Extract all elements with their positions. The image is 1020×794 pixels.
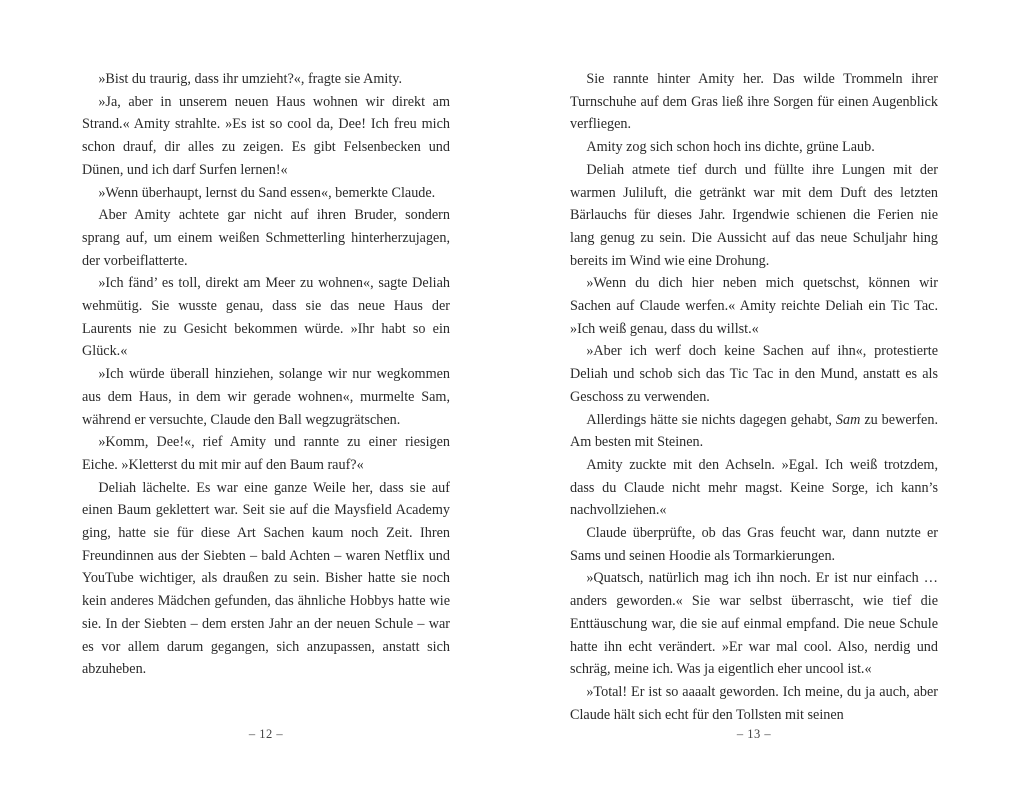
paragraph: Aber Amity achtete gar nicht auf ihren Bruder, sondern sprang auf, um einem weißen Schmetterling hinterherzujagen, der vorbeiflatterte.	[82, 207, 450, 269]
paragraph: »Total! Er ist so aaaalt geworden. Ich meine, du ja auch, aber Claude hält sich echt für den Tollsten mit seinen	[570, 683, 938, 723]
emphasized-text: Sam	[835, 411, 861, 428]
paragraph: »Ja, aber in unserem neuen Haus wohnen wir direkt am Strand.« Amity strahlte. »Es ist so cool da, Dee! Ich freu mich schon drauf, dir alles zu zeigen. Es gibt Felsenbecken und Dünen, und ich darf Surfen lernen!«	[82, 93, 450, 178]
paragraph: Sie rannte hinter Amity her. Das wilde Trommeln ihrer Turnschuhe auf dem Gras ließ ihre Sorgen für einen Augenblick verfliegen.	[570, 71, 938, 133]
paragraph-text: zu bewerfen. Am besten mit Steinen.	[570, 411, 938, 451]
paragraph: »Ich fänd’ es toll, direkt am Meer zu wohnen«, sagte Deliah wehmütig. Sie wusste genau, dass sie das neue Haus der Laurents nie zu Gesicht bekommen würde. »Ihr habt so ein Glück.«	[82, 275, 450, 360]
paragraph: Deliah lächelte. Es war eine ganze Weile her, dass sie auf einen Baum geklettert war. Seit sie auf die Maysfield Academy ging, hatte sie für diese Art Sachen kaum noch Zeit. Ihren Freundinnen aus der Siebten – bald Achten – waren Netflix und YouTube wichtiger, als draußen zu sein. Bisher hatte sie noch kein anderes Mädchen gefunden, das ähnliche Hobbys hatte wie sie. In der Siebten – dem ersten Jahr an der neuen Schule – war es vor allem darum gegangen, sich anzupassen, anstatt sich abzuheben.	[82, 479, 450, 678]
left-page	[82, 68, 450, 681]
paragraph: »Quatsch, natürlich mag ich ihn noch. Er ist nur einfach … anders geworden.« Sie war selbst überrascht, wie tief die Enttäuschung war, die sie auf einmal empfand. Die neue Schule hatte ihn echt verändert. »Er war mal cool. Also, nerdig und schräg, meine ich. Was ja eigentlich eher uncool ist.«	[570, 570, 938, 678]
paragraph	[570, 409, 938, 454]
paragraph: »Aber ich werf doch keine Sachen auf ihn«, protestierte Deliah und schob sich das Tic Tac in den Mund, anstatt es als Geschoss zu verwenden.	[570, 343, 938, 405]
paragraph-text: Allerdings hätte sie nichts dagegen gehabt,	[586, 411, 836, 428]
paragraph: »Komm, Dee!«, rief Amity und rannte zu einer riesigen Eiche. »Kletterst du mit mir auf den Baum rauf?«	[82, 434, 450, 473]
paragraph: »Bist du traurig, dass ihr umzieht?«, fragte sie Amity.	[98, 71, 402, 87]
paragraph: Claude überprüfte, ob das Gras feucht war, dann nutzte er Sams und seinen Hoodie als Tormarkierungen.	[570, 525, 938, 564]
paragraph: Amity zog sich schon hoch ins dichte, grüne Laub.	[586, 139, 875, 156]
page-number: – 13 –	[736, 727, 772, 741]
paragraph: »Ich würde überall hinziehen, solange wir nur wegkommen aus dem Haus, in dem wir gerade wohnen«, murmelte Sam, während er versuchte, Claude den Ball wegzugrätschen.	[82, 366, 450, 428]
paragraph: »Wenn du dich hier neben mich quetschst, können wir Sachen auf Claude werfen.« Amity reichte Deliah ein Tic Tac. »Ich weiß genau, dass du willst.«	[570, 275, 938, 337]
right-page	[570, 68, 938, 726]
paragraph: »Wenn überhaupt, lernst du Sand essen«, bemerkte Claude.	[98, 184, 436, 201]
paragraph: Deliah atmete tief durch und füllte ihre Lungen mit der warmen Juliluft, die getränkt war mit dem Duft des letzten Bärlauchs für dieses Jahr. Irgendwie schienen die Ferien nie lang genug zu sein. Die Aussicht auf das neue Schuljahr hing bereits im Wind wie eine Drohung.	[570, 161, 938, 269]
page-number: – 12 –	[248, 727, 284, 741]
paragraph: Amity zuckte mit den Achseln. »Egal. Ich weiß trotzdem, dass du Claude nicht mehr magst. Keine Sorge, ich kann’s nachvollziehen.«	[570, 456, 938, 519]
